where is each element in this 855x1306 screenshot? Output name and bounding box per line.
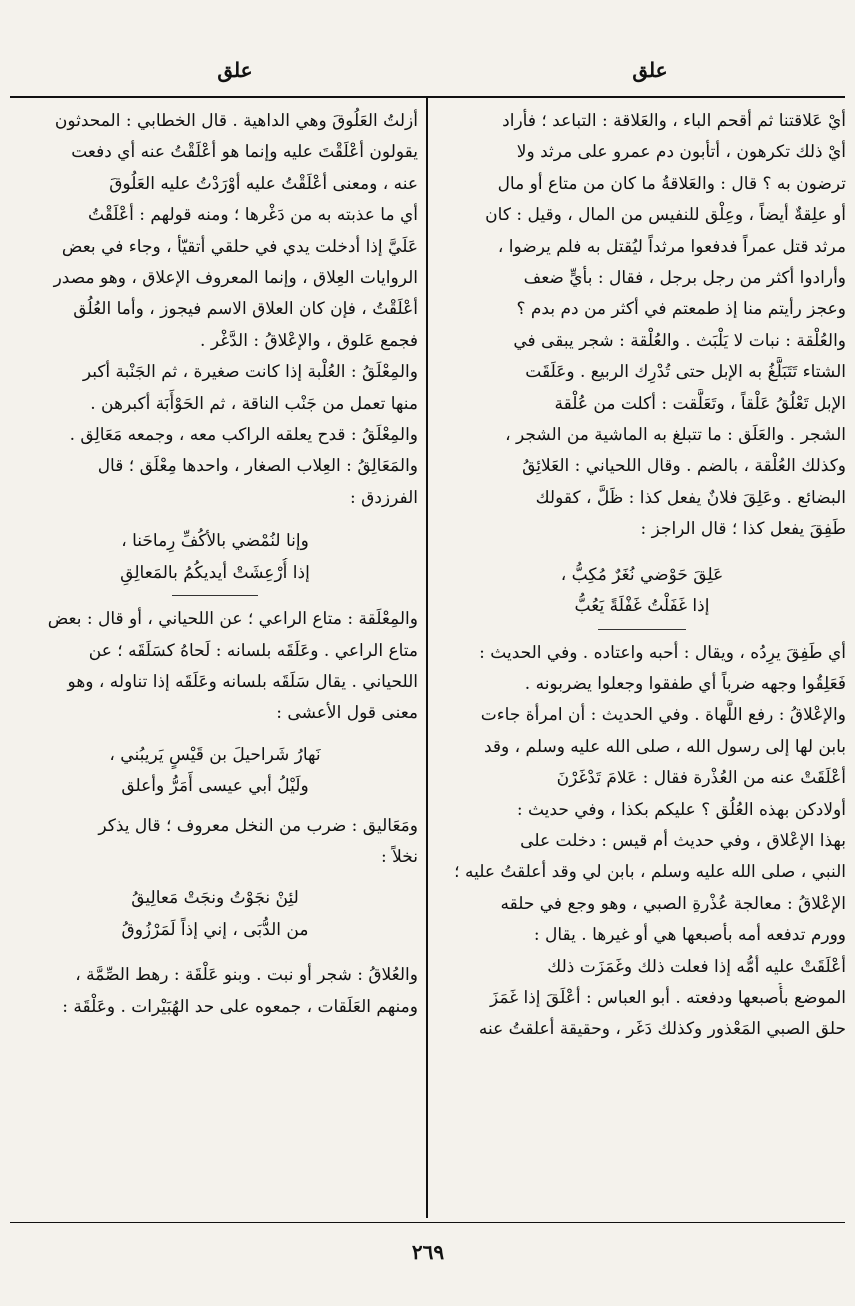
bottom-rule <box>10 1222 845 1223</box>
text-line: ومنهم العَلَقات ، جمعوه على حد الهُبَيْرات . وعَلْقَة : <box>62 996 418 1017</box>
text-line: بهذا الإعْلاق ، وفي حديث أم قيس : دخلت على <box>520 830 846 851</box>
text-line: نَهارُ شَراحيلَ بن قَيْسٍ يَريبُني ، <box>109 744 321 765</box>
column-separator <box>426 98 428 1218</box>
left-verse-3 <box>12 883 418 946</box>
text-line: وكذلك العُلْقة ، بالضم . وقال اللحياني : العَلائِقُ <box>522 456 846 477</box>
text-line: أي طَفِقَ يرِدُه ، ويقال : أحبه واعتاده . وفي الحديث : <box>479 642 846 663</box>
text-line: الإبل تَعْلُقُ عَلْقاً ، وتَعَلَّقت : أكلت من عُلْقة <box>554 393 846 414</box>
text-line: ترضون به ؟ قال : والعَلاقةُ ما كان من متاع أو مال <box>497 173 846 194</box>
text-line: فَعَلِقُوا وجهه ضرباً أي طفقوا وجعلوا يضربونه . <box>524 673 846 694</box>
text-line: الشجر . والعَلَق : ما تتبلغ به الماشية من الشجر ، <box>505 425 846 446</box>
text-line: الروايات العِلاق ، وإنما المعروف الإعلاق ، وهو مصدر <box>53 268 418 289</box>
text-line: عَلَيَّ إذا أدخلت يدي في حلقي أتقيّأ ، وجاء في بعض <box>61 236 418 257</box>
text-line: من الدُّبَى ، إني إذاً لَمَرْزُوقُ <box>121 919 309 940</box>
left-text-block-1 <box>12 106 418 514</box>
text-line: ومَعَاليق : ضرب من النخل معروف ؛ قال يذكر <box>98 815 418 836</box>
text-line: حلق الصبي المَعْذور وكذلك دَغَر ، وحقيقة أعلقتُ عنه <box>478 1019 846 1040</box>
text-line: الإعْلاقُ : معالجة عُذْرةِ الصبي ، وهو وجع في حلقه <box>500 893 846 914</box>
text-line: البضائع . وعَلِقَ فلانٌ يفعل كذا : ظَلَّ ، كقولك <box>535 487 846 508</box>
text-line: وعجز رأيتم منا إذ طمعتم في أكثر من دم بدم ؟ <box>516 299 846 320</box>
running-header-right: علق <box>632 58 668 82</box>
text-line: اللحياني . يقال سَلَقَه بلسانه وعَلَقَه إذا تناوله ، وهو <box>67 671 418 692</box>
text-line: أيْ ذلك تكرهون ، أتأبون دم عمرو على مرثد ولا <box>516 142 846 163</box>
text-line: نخلاً : <box>381 846 418 867</box>
right-column <box>438 106 846 1216</box>
text-line: ولَيْلُ أبي عيسى أَمَرُّ وأعلق <box>121 776 309 797</box>
running-header-left: علق <box>217 58 253 82</box>
left-text-block-4 <box>12 960 418 1023</box>
text-line: وأرادوا أكثر من رجل برجل ، فقال : بأيٍّ ضعف <box>523 268 846 289</box>
left-text-block-3 <box>12 811 418 874</box>
text-line: أعْلَقْتُ ، فإن كان العلاق الاسم فيجوز ، وأما العُلُق <box>73 299 418 320</box>
left-text-block-2 <box>12 604 418 730</box>
text-line: الفرزدق : <box>350 487 418 508</box>
text-line: أعْلَقَتْ عنه من العُذْرة فقال : عَلامَ تَدْغَرْنَ <box>556 768 846 789</box>
text-line: الموضع بأُصبعها ودفعته . أبو العباس : أعْلَقَ إذا غَمَزَ <box>490 987 846 1008</box>
text-line: الشتاء تَتَبَلَّغُ به الإبل حتى تُدْرِك الربيع . وعَلَقَت <box>525 362 846 383</box>
right-text-block-2 <box>438 638 846 1046</box>
text-line: متاع الراعي . وعَلَقَه بلسانه : لَحاهُ كسَلَقَه ؛ عن <box>88 640 418 661</box>
text-line: وورم تدفعه أمه بأصبعها هي أو غيرها . يقال : <box>533 925 846 946</box>
text-line: والمِعْلَقة : متاع الراعي ؛ عن اللحياني ، أو قال : بعض <box>47 609 418 630</box>
text-line: إذا غَفَلْتُ غَفْلَةً يَعُبُّ <box>574 596 710 617</box>
text-line: معنى قول الأعشى : <box>276 703 418 724</box>
text-line: النبي ، صلى الله عليه وسلم ، بابن لي وقد أعلقتُ عليه ؛ <box>454 862 846 883</box>
left-verse-1 <box>12 526 418 589</box>
text-line: أزلتُ العَلُوقَ وهي الداهية . قال الخطابي : المحدثون <box>54 111 418 131</box>
text-line: منها تعمل من جَنْب الناقة ، ثم الحَوْأَبَة أكبرهن . <box>90 393 418 414</box>
right-text-block-1 <box>438 106 846 546</box>
left-verse-2 <box>12 740 418 803</box>
right-verse <box>438 560 846 623</box>
text-line: أيْ عَلاقتنا ثم أقحم الباء ، والعَلاقة : التباعد ؛ فأراد <box>502 111 846 131</box>
text-line: أي ما عذبته به من دَغْرها ؛ ومنه قولهم : أعْلَقْتُ <box>88 205 418 226</box>
text-line: والمِعْلَقُ : العُلْبة إذا كانت صغيرة ، ثم الجَنْبة أكبر <box>82 362 418 383</box>
text-line: والعُلْقة : نبات لا يَلْبَث . والعُلْقة : شجر يبقى في <box>513 330 846 351</box>
text-line: أعْلَقَتْ عليه أمُّه إذا فعلت ذلك وغَمَزَت ذلك <box>547 956 846 977</box>
text-line: فجمع عَلوق ، والإعْلاقُ : الدَّغْر . <box>200 330 418 351</box>
left-verse-separator-1 <box>172 595 258 596</box>
text-line: عَلِقَ حَوْضي نُغَرٌ مُكِبُّ ، <box>560 564 724 585</box>
text-line: يقولون أعْلَقْتَ عليه وإنما هو أعْلَقْتُ عنه أي دفعت <box>71 142 418 163</box>
left-column <box>12 106 418 1216</box>
text-line: لئِنْ نجَوْتُ ونجَتْ مَعالِيقُ <box>131 888 299 909</box>
right-verse-separator <box>598 629 686 630</box>
text-line: بابن لها إلى رسول الله ، صلى الله عليه وسلم ، وقد <box>483 736 846 757</box>
text-line: أولادكن بهذه العُلُق ؟ عليكم بكذا ، وفي حديث : <box>516 799 846 820</box>
text-line: عنه ، ومعنى أعْلَقْتُ عليه أوْرَدْتُ عليه العَلُوقَ <box>109 173 418 194</box>
text-line: وإنا لنُمْضي بالأكُفِّ رِماحَنا ، <box>121 531 309 552</box>
page-number: ٢٦٩ <box>411 1240 445 1264</box>
text-line: طَفِقَ يفعل كذا ؛ قال الراجز : <box>640 519 846 540</box>
text-line: مرثد قتل عمراً فدفعوا مرثداً ليُقتل به فلم يرضوا ، <box>497 236 846 257</box>
text-line: والمِعْلَقُ : قدح يعلقه الراكب معه ، وجمعه مَعَالِق . <box>69 425 418 446</box>
text-line: والعُلاقُ : شجر أو نبت . وبنو عَلْقَة : رهط الصِّمَّة ، <box>75 965 418 986</box>
text-line: والإعْلاقُ : رفع اللَّهاة . وفي الحديث : أن امرأة جاءت <box>480 705 846 726</box>
text-line: إذا أُرْعِشَتْ أيديكُمُ بالمَعالِقِ <box>120 562 310 583</box>
text-line: أو علِقةٌ أيضاً ، وعِلْق للنفيس من المال ، وقيل : كان <box>485 205 846 226</box>
text-line: والمَعَالِقُ : العِلاب الصغار ، واحدها مِعْلَق ؛ قال <box>97 456 418 477</box>
